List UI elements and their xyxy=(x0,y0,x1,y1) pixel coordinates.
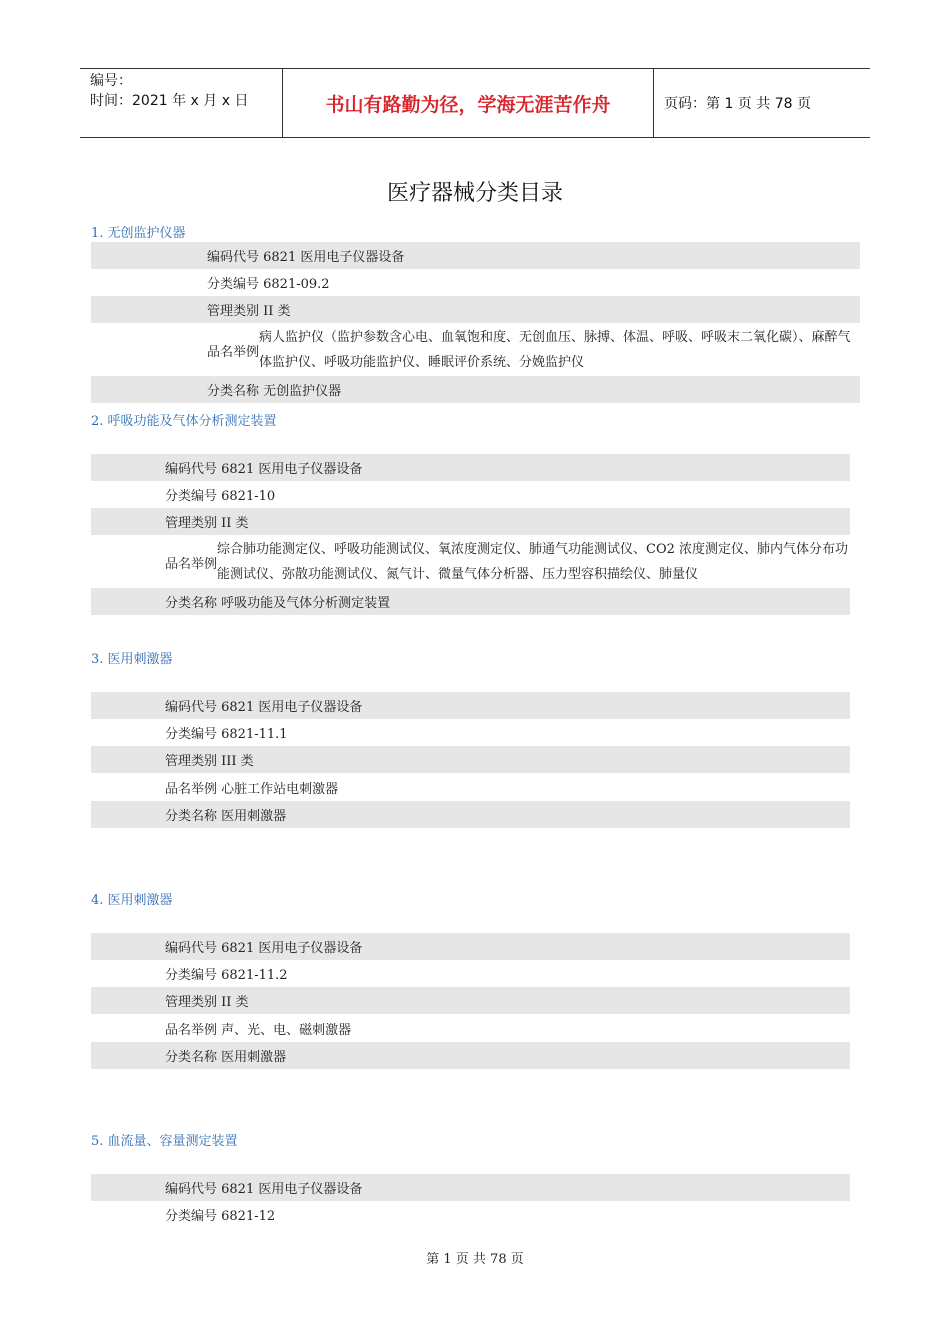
management-class-text: 管理类别 III 类 xyxy=(165,754,254,769)
examples-row xyxy=(91,774,850,801)
code-text: 编码代号 6821 医用电子仪器设备 xyxy=(165,700,363,715)
class-number-text: 分类编号 6821-10 xyxy=(165,489,276,504)
management-class-row xyxy=(91,987,850,1014)
management-class-text: 管理类别 II 类 xyxy=(207,304,291,319)
examples-text: 品名举例 心脏工作站电刺激器 xyxy=(165,782,339,797)
category-name-text: 分类名称 医用刺激器 xyxy=(165,809,287,824)
management-class-row xyxy=(91,746,850,773)
header-left xyxy=(80,69,282,137)
examples-row xyxy=(91,536,850,588)
time-text: 时间：2021 年 x 月 x 日 xyxy=(90,93,249,109)
header-motto: 书山有路勤为径，学海无涯苦作舟 xyxy=(282,69,654,137)
category-name-text: 分类名称 无创监护仪器 xyxy=(207,384,342,399)
management-class-text: 管理类别 II 类 xyxy=(165,516,249,531)
section-heading: 1. 无创监护仪器 xyxy=(91,226,186,241)
examples-row xyxy=(91,1015,850,1042)
class-number-text: 分类编号 6821-09.2 xyxy=(207,277,330,292)
class-number-row xyxy=(91,719,850,746)
class-number-text: 分类编号 6821-11.1 xyxy=(165,727,288,742)
code-text: 编码代号 6821 医用电子仪器设备 xyxy=(165,1182,363,1197)
class-number-row xyxy=(91,481,850,508)
section-heading: 5. 血流量、容量测定装置 xyxy=(91,1134,238,1149)
examples-label: 品名举例 xyxy=(165,556,218,572)
section-heading: 3. 医用刺激器 xyxy=(91,652,173,667)
category-name-row xyxy=(91,801,850,828)
management-class-row xyxy=(91,508,850,535)
code-text: 编码代号 6821 医用电子仪器设备 xyxy=(165,941,363,956)
code-text: 编码代号 6821 医用电子仪器设备 xyxy=(165,462,363,477)
class-number-text: 分类编号 6821-11.2 xyxy=(165,968,288,983)
category-name-row xyxy=(91,376,860,403)
category-name-text: 分类名称 医用刺激器 xyxy=(165,1050,287,1065)
code-row xyxy=(91,242,860,269)
class-number-text: 分类编号 6821-12 xyxy=(165,1209,276,1224)
class-number-row xyxy=(91,269,860,296)
examples-text: 病人监护仪（监护参数含心电、血氧饱和度、无创血压、脉搏、体温、呼吸、呼吸末二氧化碳）、麻醉气体监护仪、呼吸功能监护仪、睡眠评价系统、分娩监护仪 xyxy=(259,330,851,370)
class-number-row xyxy=(91,960,850,987)
code-row xyxy=(91,933,850,960)
header-page-info: 页码：第 1 页 共 78 页 xyxy=(664,96,811,112)
code-row xyxy=(91,692,850,719)
code-text: 编码代号 6821 医用电子仪器设备 xyxy=(207,250,405,265)
page-footer: 第 1 页 共 78 页 xyxy=(426,1252,524,1267)
document-title: 医疗器械分类目录 xyxy=(386,181,563,206)
section-heading: 2. 呼吸功能及气体分析测定装置 xyxy=(91,414,277,429)
code-row xyxy=(91,454,850,481)
page-header xyxy=(80,68,870,138)
examples-row xyxy=(91,324,860,376)
examples-text: 品名举例 声、光、电、磁刺激器 xyxy=(165,1023,352,1038)
category-name-text: 分类名称 呼吸功能及气体分析测定装置 xyxy=(165,596,391,611)
category-name-row xyxy=(91,1042,850,1069)
code-label: 编号： xyxy=(90,73,132,89)
examples-label: 品名举例 xyxy=(207,344,260,360)
section-heading: 4. 医用刺激器 xyxy=(91,893,173,908)
class-number-row xyxy=(91,1201,850,1228)
management-class-row xyxy=(91,296,860,323)
examples-text: 综合肺功能测定仪、呼吸功能测试仪、氧浓度测定仪、肺通气功能测试仪、CO2 浓度测定仪、肺内气体分布功能测试仪、弥散功能测试仪、氮气计、微量气体分析器、压力型容积描绘仪、肺量仪 xyxy=(217,542,849,582)
management-class-text: 管理类别 II 类 xyxy=(165,995,249,1010)
category-name-row xyxy=(91,588,850,615)
code-row xyxy=(91,1174,850,1201)
